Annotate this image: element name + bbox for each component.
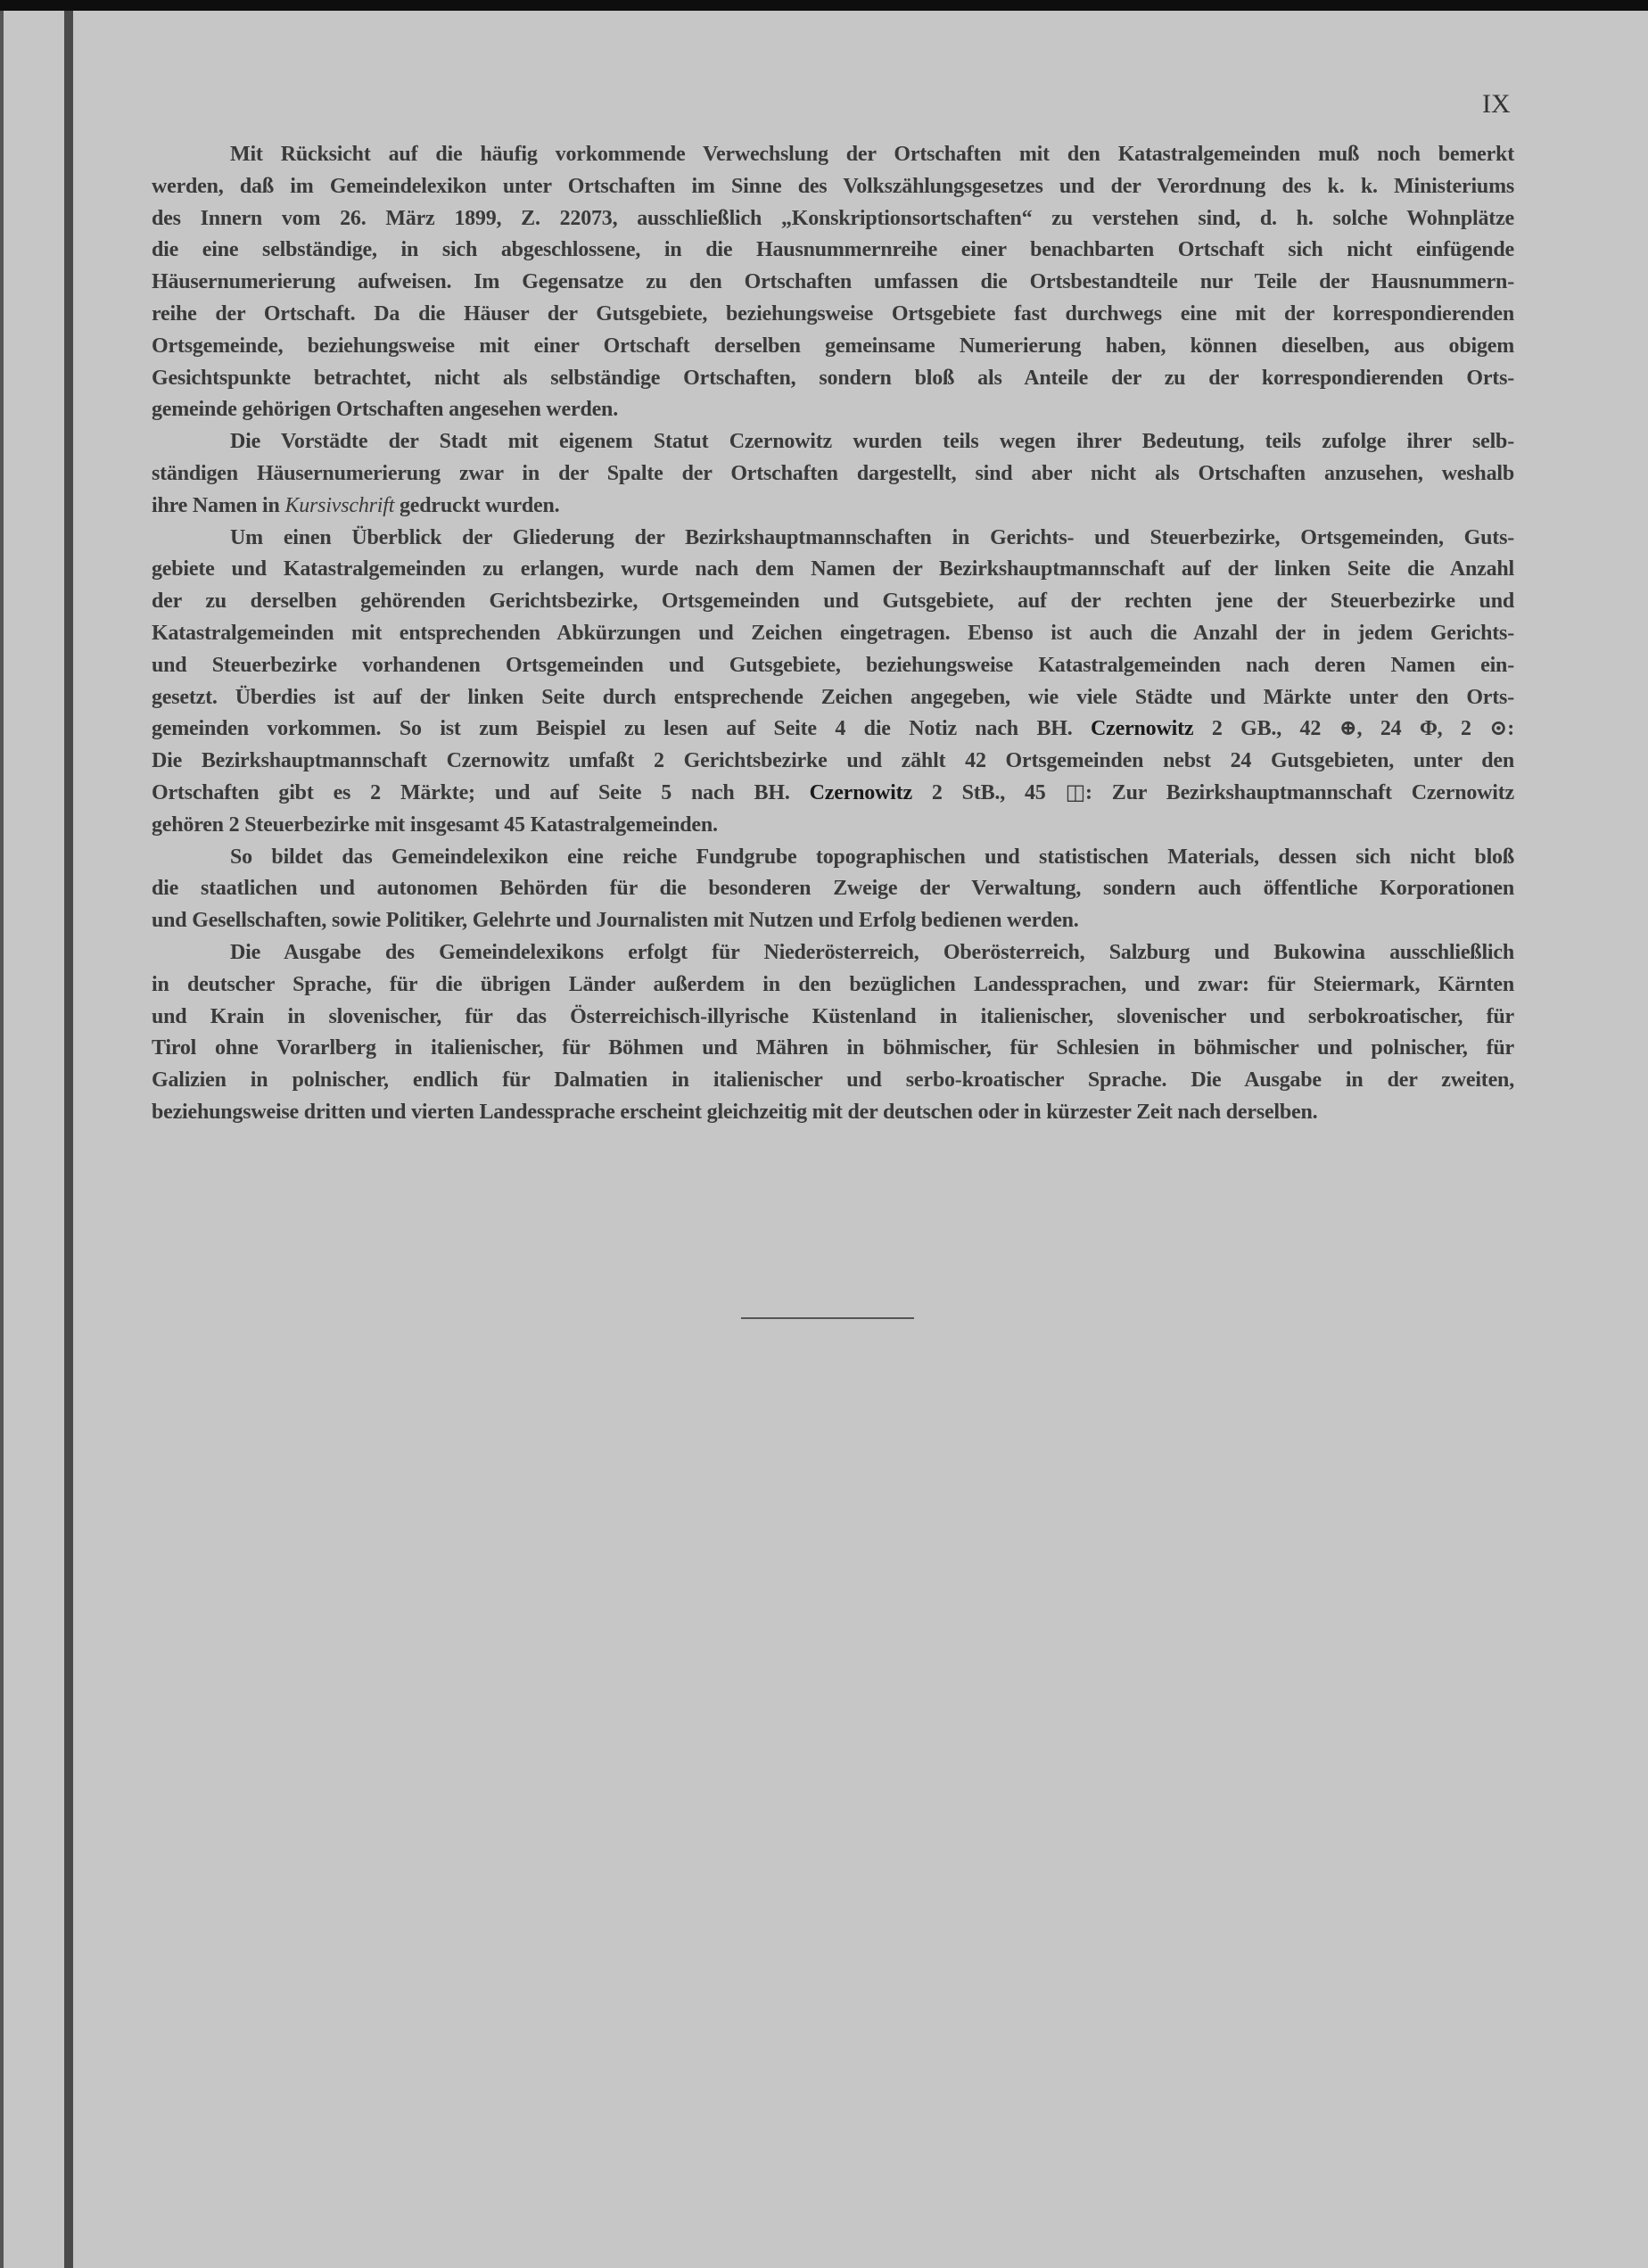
text-line: gebiete und Katastralgemeinden zu erlangen, wurde nach dem Namen der Bezirkshauptmannschaft auf der linken Seite die Anzahl	[152, 557, 1514, 581]
text-line: Tirol ohne Vorarlberg in italienischer, für Böhmen und Mähren in böhmischer, für Schlesien in böhmischer und polnischer, für	[152, 1036, 1514, 1060]
text-line: Um einen Überblick der Gliederung der Bezirkshauptmannschaften in Gerichts- und Steuerbezirke, Ortsgemeinden, Guts-	[230, 525, 1514, 549]
text-line	[152, 778, 1514, 810]
text-line: Die Ausgabe des Gemeindelexikons erfolgt für Niederösterreich, Oberösterreich, Salzburg und Bukowina ausschließlich	[230, 940, 1514, 964]
text-line: werden, daß im Gemeindelexikon unter Ortschaften im Sinne des Volkszählungsgesetzes und der Verordnung des k. k. Ministeriums	[152, 174, 1514, 198]
text-line: gehören 2 Steuerbezirke mit insgesamt 45 Katastralgemeinden.	[152, 812, 718, 837]
text-line: Mit Rücksicht auf die häufig vorkommende Verwechslung der Ortschaften mit den Katastralgemeinden muß noch bemerkt	[230, 143, 1514, 166]
binding-line	[64, 11, 73, 2268]
text-line	[152, 491, 1514, 523]
text-line: beziehungsweise dritten und vierten Landessprache erscheint gleichzeitig mit der deutschen oder in kürzester Zeit nach derselben.	[152, 1100, 1318, 1124]
text-line: und Gesellschaften, sowie Politiker, Gelehrte und Journalisten mit Nutzen und Erfolg bedienen werden.	[152, 909, 1079, 933]
text-line: gesetzt. Überdies ist auf der linken Seite durch entsprechende Zeichen angegeben, wie viele Städte und Märkte unter den Orts-	[152, 685, 1514, 709]
italic-text: Kursivschrift	[284, 493, 395, 517]
paragraph	[152, 523, 1514, 842]
text-line: in deutscher Sprache, für die übrigen Länder außerdem in den bezüglichen Landessprachen, und zwar: für Steiermark, Kärnten	[152, 972, 1514, 996]
text-segment: gemeinden vorkommen. So ist zum Beispiel zu lesen auf Seite 4 die Notiz nach BH.	[152, 717, 1092, 741]
text-segment: Ortschaften gibt es 2 Märkte; und auf Seite 5 nach BH.	[152, 780, 810, 804]
text-segment: gedruckt wurden.	[394, 493, 560, 517]
paragraph	[152, 842, 1514, 937]
text-line: reihe der Ortschaft. Da die Häuser der Gutsgebiete, beziehungsweise Ortsgebiete fast durchwegs eine mit der korrespondierenden	[152, 301, 1514, 326]
bold-text: Czernowitz	[1091, 717, 1194, 741]
text-line: Galizien in polnischer, endlich für Dalmatien in italienischer und serbo-kroatischer Sprache. Die Ausgabe in der zweiten,	[152, 1068, 1514, 1093]
scan-edge	[0, 0, 4, 2268]
text-line: Häusernumerierung aufweisen. Im Gegensatze zu den Ortschaften umfassen die Ortsbestandteile nur Teile der Hausnummern-	[152, 270, 1514, 294]
text-line: die eine selbständige, in sich abgeschlossene, in die Hausnummernreihe einer benachbarten Ortschaft sich nicht einfügende	[152, 238, 1514, 262]
text-line: der zu derselben gehörenden Gerichtsbezirke, Ortsgemeinden und Gutsgebiete, auf der rechten jene der Steuerbezirke und	[152, 590, 1514, 614]
text-line: ständigen Häusernumerierung zwar in der Spalte der Ortschaften dargestellt, sind aber nicht als Ortschaften anzusehen, weshalb	[152, 461, 1514, 485]
text-line: Die Vorstädte der Stadt mit eigenem Statut Czernowitz wurden teils wegen ihrer Bedeutung, teils zufolge ihrer selb-	[230, 430, 1514, 454]
text-segment: 2 StB., 45 ◫: Zur Bezirkshauptmannschaft Czernowitz	[911, 780, 1514, 804]
paragraph	[152, 426, 1514, 522]
text-line: So bildet das Gemeindelexikon eine reiche Fundgrube topographischen und statistischen Materials, dessen sich nicht bloß	[230, 845, 1514, 869]
text-line	[152, 713, 1514, 746]
text-line: und Steuerbezirke vorhandenen Ortsgemeinden und Gutsgebiete, beziehungsweise Katastralgemeinden nach deren Namen ein-	[152, 653, 1514, 677]
paragraph	[152, 139, 1514, 426]
text-line: die staatlichen und autonomen Behörden für die besonderen Zweige der Verwaltung, sondern auch öffentliche Korporationen	[152, 877, 1514, 901]
text-line: Katastralgemeinden mit entsprechenden Abkürzungen und Zeichen eingetragen. Ebenso ist auch die Anzahl der in jedem Gerichts-	[152, 621, 1514, 645]
text-segment: 2 GB., 42 ⊕, 24 Φ, 2 ⊙:	[1193, 717, 1514, 741]
text-line: des Innern vom 26. März 1899, Z. 22073, ausschließlich „Konskriptionsortschaften“ zu verstehen sind, d. h. solche Wohnplätze	[152, 206, 1514, 230]
body-text	[152, 139, 1514, 1129]
text-line: gemeinde gehörigen Ortschaften angesehen werden.	[152, 398, 618, 422]
paragraph	[152, 937, 1514, 1129]
text-line: und Krain in slovenischer, für das Österreichisch-illyrische Küstenland in italienischer, slovenischer und serbokroatischer, für	[152, 1004, 1514, 1028]
text-line: Ortsgemeinde, beziehungsweise mit einer Ortschaft derselben gemeinsame Numerierung haben, können dieselben, aus obigem	[152, 334, 1514, 358]
end-rule	[741, 1317, 914, 1319]
bold-text: Czernowitz	[809, 780, 912, 804]
text-line: Die Bezirkshauptmannschaft Czernowitz umfaßt 2 Gerichtsbezirke und zählt 42 Ortsgemeinden nebst 24 Gutsgebieten, unter den	[152, 749, 1514, 773]
text-line: Gesichtspunkte betrachtet, nicht als selbständige Ortschaften, sondern bloß als Anteile der zu der korrespondierenden Orts-	[152, 366, 1514, 390]
text-segment: ihre Namen in	[152, 493, 285, 517]
scan-top-border	[0, 0, 1648, 11]
page-number: IX	[1482, 89, 1511, 119]
